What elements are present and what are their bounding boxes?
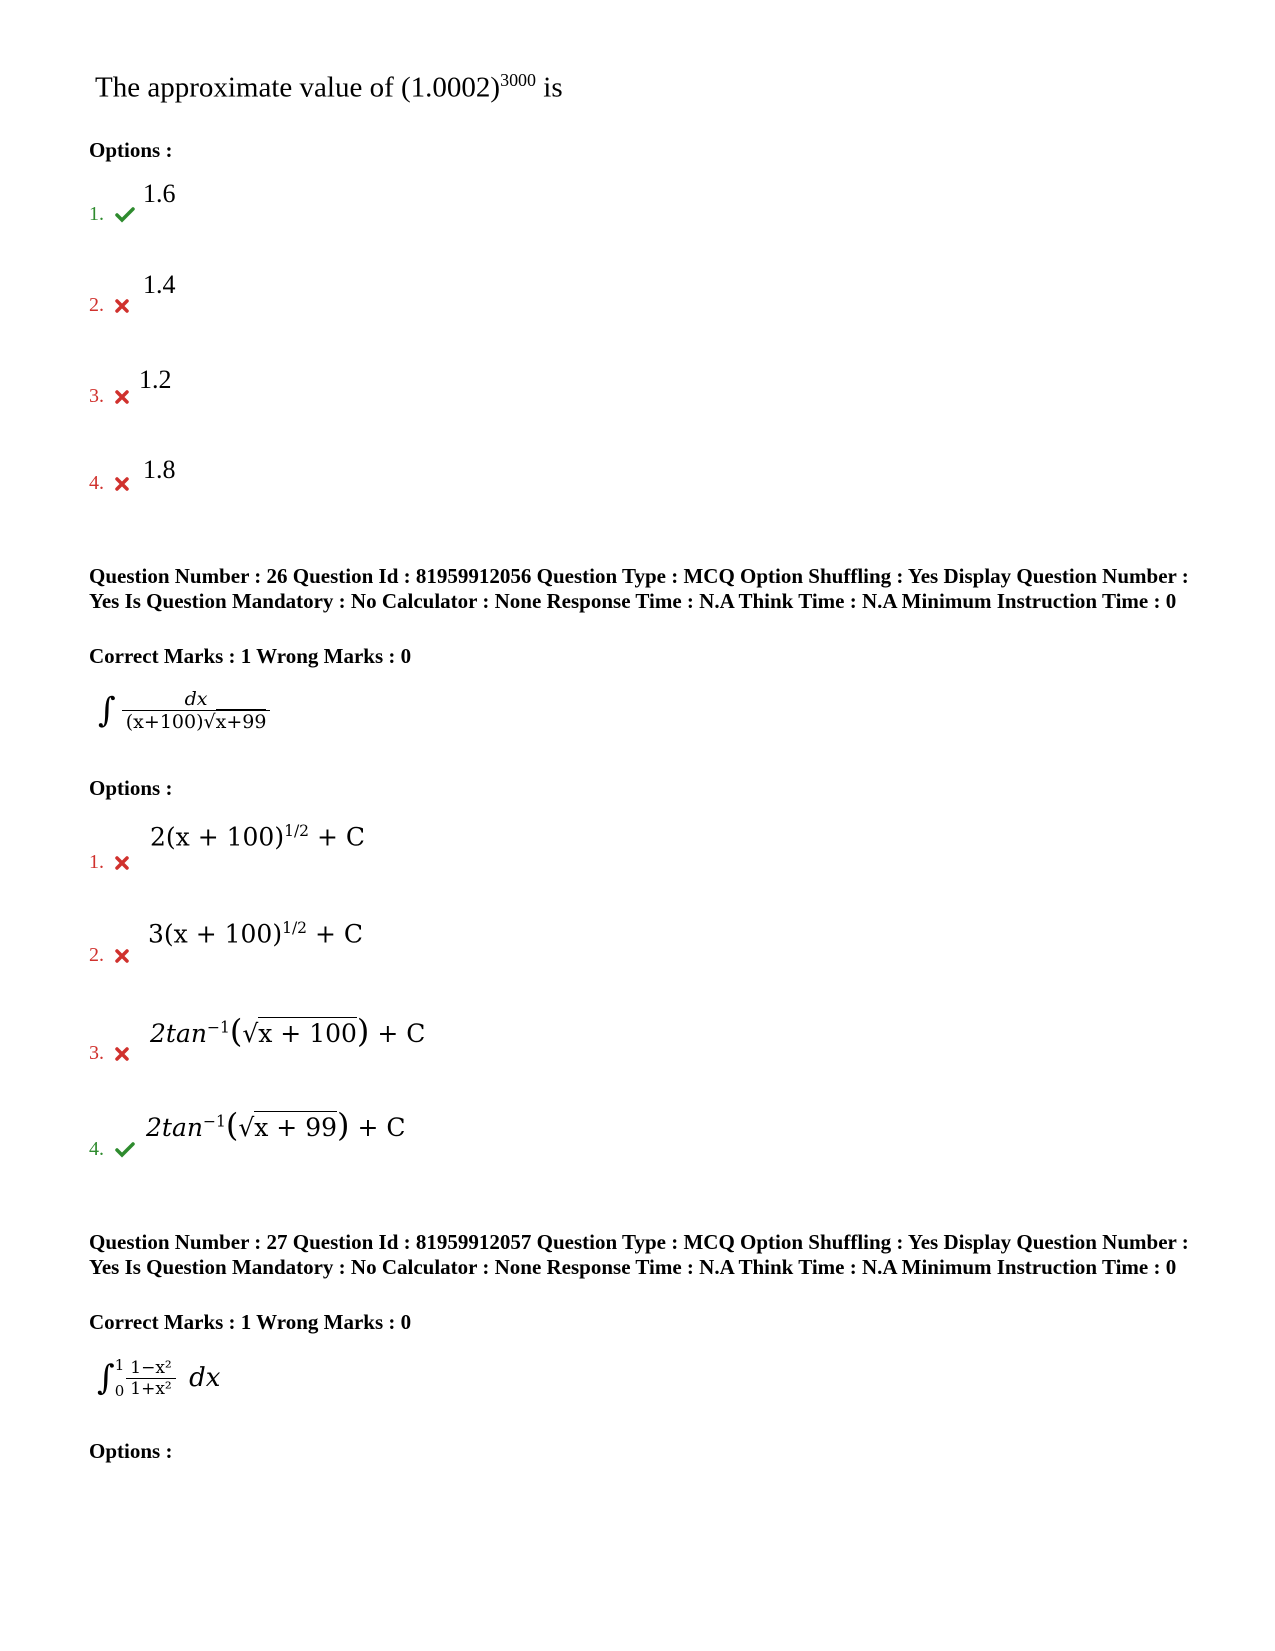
option-number: 4. [89,472,129,495]
cross-icon [115,856,129,870]
question-27-marks: Correct Marks : 1 Wrong Marks : 0 [89,1310,412,1334]
check-icon [115,207,135,223]
cross-icon [115,477,129,491]
check-icon [115,1142,135,1158]
question-26-integral: ∫ $\frac{dx}{(x+100)√x+99}$ [98,688,270,733]
options-label: Options : [89,1439,173,1463]
question-27-integral: ∫ 1 0 $\frac{\text{1−x²}}{\text{1+x²}}$ dx [97,1356,221,1400]
option-value: $2\tan^{-1}(√x + 100) + C$ [150,1012,426,1050]
option-number: 4. [89,1138,135,1161]
option-value: 1.8 [143,455,176,484]
options-label: Options : [89,776,173,800]
option-value: $2(x + 100)^{1/2} + C$ [150,822,366,852]
option-number: 2. [89,294,129,317]
cross-icon [115,299,129,313]
question-26-marks: Correct Marks : 1 Wrong Marks : 0 [89,644,412,668]
option-value: 1.6 [143,179,176,208]
question-27-meta: Question Number : 27 Question Id : 81959912057 Question Type : MCQ Option Shuffling : Yes Display Question Number : Yes Is Question Mandatory : No Calculator : None Response Time : N.A Think Time : N.A Minimum Instruction Time : 0 [89,1230,1189,1279]
cross-icon [115,390,129,404]
cross-icon [115,1047,129,1061]
option-value: 1.4 [143,270,176,299]
question-26-meta: Question Number : 26 Question Id : 81959912056 Question Type : MCQ Option Shuffling : Yes Display Question Number : Yes Is Question Mandatory : No Calculator : None Response Time : N.A Think Time : N.A Minimum Instruction Time : 0 [89,564,1189,613]
cross-icon [115,949,129,963]
options-label: Options : [89,138,173,162]
option-value: $2\tan^{-1}(√x + 99) + C$ [146,1106,406,1144]
question-25-text: The approximate value of $(1.0002)^{3000}$ is [95,70,563,104]
option-value: 1.2 [139,365,172,394]
option-number: 3. [89,385,129,408]
option-number: 1. [89,203,135,226]
option-value: $3(x + 100)^{1/2} + C$ [148,919,364,949]
option-number: 2. [89,944,129,967]
option-number: 1. [89,851,129,874]
option-number: 3. [89,1042,129,1065]
